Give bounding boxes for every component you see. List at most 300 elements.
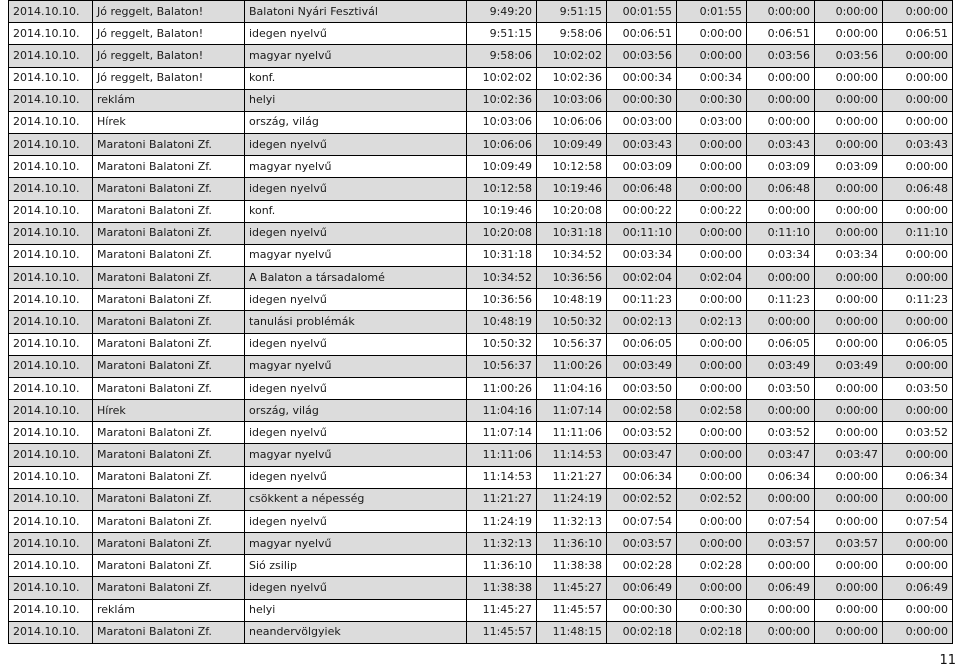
topic-cell: idegen nyelvű (245, 333, 467, 355)
foreign-time-cell: 0:00:00 (883, 555, 953, 577)
foreign-time-cell: 0:11:10 (883, 222, 953, 244)
start-time-cell: 11:14:53 (467, 466, 537, 488)
public-service-time-cell: 0:01:55 (677, 1, 747, 23)
foreign-time-cell: 0:00:00 (883, 311, 953, 333)
language-time-cell: 0:03:50 (747, 377, 815, 399)
duration-cell: 00:03:34 (607, 244, 677, 266)
date-cell: 2014.10.10. (9, 134, 93, 156)
public-service-time-cell: 0:00:00 (677, 377, 747, 399)
topic-cell: idegen nyelvű (245, 23, 467, 45)
date-cell: 2014.10.10. (9, 45, 93, 67)
topic-cell: A Balaton a társadalomé (245, 267, 467, 289)
start-time-cell: 10:03:06 (467, 111, 537, 133)
start-time-cell: 11:36:10 (467, 555, 537, 577)
topic-cell: magyar nyelvű (245, 355, 467, 377)
start-time-cell: 10:48:19 (467, 311, 537, 333)
foreign-time-cell: 0:06:49 (883, 577, 953, 599)
date-cell: 2014.10.10. (9, 621, 93, 643)
start-time-cell: 10:09:49 (467, 156, 537, 178)
language-time-cell: 0:03:43 (747, 134, 815, 156)
start-time-cell: 10:02:36 (467, 89, 537, 111)
topic-cell: magyar nyelvű (245, 444, 467, 466)
hungarian-time-cell: 0:00:00 (815, 333, 883, 355)
duration-cell: 00:03:47 (607, 444, 677, 466)
start-time-cell: 10:19:46 (467, 200, 537, 222)
public-service-time-cell: 0:00:00 (677, 333, 747, 355)
public-service-time-cell: 0:02:52 (677, 488, 747, 510)
duration-cell: 00:02:52 (607, 488, 677, 510)
date-cell: 2014.10.10. (9, 89, 93, 111)
language-time-cell: 0:11:23 (747, 289, 815, 311)
program-cell: Jó reggelt, Balaton! (93, 67, 245, 89)
program-cell: Jó reggelt, Balaton! (93, 23, 245, 45)
foreign-time-cell: 0:00:00 (883, 400, 953, 422)
start-time-cell: 10:06:06 (467, 134, 537, 156)
language-time-cell: 0:03:57 (747, 533, 815, 555)
foreign-time-cell: 0:00:00 (883, 267, 953, 289)
duration-cell: 00:07:54 (607, 510, 677, 532)
table-row (9, 222, 953, 244)
foreign-time-cell: 0:03:43 (883, 134, 953, 156)
table-row (9, 333, 953, 355)
language-time-cell: 0:03:49 (747, 355, 815, 377)
end-time-cell: 10:06:06 (537, 111, 607, 133)
table-row (9, 621, 953, 643)
language-time-cell: 0:00:00 (747, 488, 815, 510)
duration-cell: 00:02:28 (607, 555, 677, 577)
topic-cell: konf. (245, 200, 467, 222)
duration-cell: 00:02:18 (607, 621, 677, 643)
language-time-cell: 0:06:48 (747, 178, 815, 200)
foreign-time-cell: 0:00:00 (883, 111, 953, 133)
end-time-cell: 10:34:52 (537, 244, 607, 266)
foreign-time-cell: 0:07:54 (883, 510, 953, 532)
end-time-cell: 11:36:10 (537, 533, 607, 555)
public-service-time-cell: 0:00:00 (677, 178, 747, 200)
end-time-cell: 10:48:19 (537, 289, 607, 311)
broadcast-log-table (8, 0, 953, 644)
hungarian-time-cell: 0:00:00 (815, 422, 883, 444)
end-time-cell: 11:11:06 (537, 422, 607, 444)
public-service-time-cell: 0:00:30 (677, 599, 747, 621)
duration-cell: 00:06:48 (607, 178, 677, 200)
topic-cell: idegen nyelvű (245, 134, 467, 156)
topic-cell: Sió zsilip (245, 555, 467, 577)
program-cell: Maratoni Balatoni Zf. (93, 488, 245, 510)
language-time-cell: 0:00:00 (747, 267, 815, 289)
date-cell: 2014.10.10. (9, 67, 93, 89)
hungarian-time-cell: 0:00:00 (815, 377, 883, 399)
public-service-time-cell: 0:00:00 (677, 289, 747, 311)
public-service-time-cell: 0:00:00 (677, 444, 747, 466)
hungarian-time-cell: 0:00:00 (815, 555, 883, 577)
table-row (9, 244, 953, 266)
hungarian-time-cell: 0:00:00 (815, 178, 883, 200)
duration-cell: 00:00:22 (607, 200, 677, 222)
duration-cell: 00:06:05 (607, 333, 677, 355)
foreign-time-cell: 0:00:00 (883, 355, 953, 377)
language-time-cell: 0:00:00 (747, 400, 815, 422)
foreign-time-cell: 0:00:00 (883, 89, 953, 111)
foreign-time-cell: 0:00:00 (883, 200, 953, 222)
public-service-time-cell: 0:00:00 (677, 533, 747, 555)
table-row (9, 267, 953, 289)
topic-cell: idegen nyelvű (245, 377, 467, 399)
duration-cell: 00:03:52 (607, 422, 677, 444)
table-row (9, 178, 953, 200)
hungarian-time-cell: 0:03:34 (815, 244, 883, 266)
hungarian-time-cell: 0:03:57 (815, 533, 883, 555)
language-time-cell: 0:00:00 (747, 67, 815, 89)
end-time-cell: 11:32:13 (537, 510, 607, 532)
start-time-cell: 10:34:52 (467, 267, 537, 289)
hungarian-time-cell: 0:00:00 (815, 599, 883, 621)
public-service-time-cell: 0:00:00 (677, 134, 747, 156)
table-row (9, 156, 953, 178)
end-time-cell: 9:58:06 (537, 23, 607, 45)
date-cell: 2014.10.10. (9, 244, 93, 266)
duration-cell: 00:02:58 (607, 400, 677, 422)
program-cell: Maratoni Balatoni Zf. (93, 577, 245, 599)
language-time-cell: 0:03:34 (747, 244, 815, 266)
hungarian-time-cell: 0:03:49 (815, 355, 883, 377)
topic-cell: idegen nyelvű (245, 466, 467, 488)
table-row (9, 200, 953, 222)
topic-cell: idegen nyelvű (245, 422, 467, 444)
program-cell: Maratoni Balatoni Zf. (93, 533, 245, 555)
date-cell: 2014.10.10. (9, 111, 93, 133)
public-service-time-cell: 0:00:00 (677, 355, 747, 377)
duration-cell: 00:00:30 (607, 599, 677, 621)
date-cell: 2014.10.10. (9, 599, 93, 621)
duration-cell: 00:06:51 (607, 23, 677, 45)
topic-cell: Balatoni Nyári Fesztivál (245, 1, 467, 23)
page-number: 11 (939, 653, 956, 668)
date-cell: 2014.10.10. (9, 156, 93, 178)
hungarian-time-cell: 0:00:00 (815, 1, 883, 23)
duration-cell: 00:03:43 (607, 134, 677, 156)
public-service-time-cell: 0:00:00 (677, 222, 747, 244)
topic-cell: idegen nyelvű (245, 222, 467, 244)
language-time-cell: 0:03:56 (747, 45, 815, 67)
program-cell: reklám (93, 89, 245, 111)
hungarian-time-cell: 0:00:00 (815, 621, 883, 643)
topic-cell: ország, világ (245, 111, 467, 133)
public-service-time-cell: 0:00:00 (677, 510, 747, 532)
duration-cell: 00:03:00 (607, 111, 677, 133)
broadcast-log-body (9, 1, 953, 644)
language-time-cell: 0:03:47 (747, 444, 815, 466)
hungarian-time-cell: 0:00:00 (815, 89, 883, 111)
start-time-cell: 11:32:13 (467, 533, 537, 555)
start-time-cell: 10:20:08 (467, 222, 537, 244)
table-row (9, 444, 953, 466)
language-time-cell: 0:03:09 (747, 156, 815, 178)
public-service-time-cell: 0:00:00 (677, 577, 747, 599)
program-cell: reklám (93, 599, 245, 621)
start-time-cell: 11:21:27 (467, 488, 537, 510)
start-time-cell: 10:31:18 (467, 244, 537, 266)
table-row (9, 23, 953, 45)
table-row (9, 599, 953, 621)
foreign-time-cell: 0:06:05 (883, 333, 953, 355)
date-cell: 2014.10.10. (9, 444, 93, 466)
topic-cell: magyar nyelvű (245, 244, 467, 266)
duration-cell: 00:11:23 (607, 289, 677, 311)
date-cell: 2014.10.10. (9, 355, 93, 377)
duration-cell: 00:06:34 (607, 466, 677, 488)
date-cell: 2014.10.10. (9, 377, 93, 399)
hungarian-time-cell: 0:00:00 (815, 111, 883, 133)
end-time-cell: 10:50:32 (537, 311, 607, 333)
hungarian-time-cell: 0:03:09 (815, 156, 883, 178)
table-row (9, 134, 953, 156)
end-time-cell: 11:45:27 (537, 577, 607, 599)
date-cell: 2014.10.10. (9, 422, 93, 444)
language-time-cell: 0:00:00 (747, 311, 815, 333)
hungarian-time-cell: 0:00:00 (815, 577, 883, 599)
table-row (9, 400, 953, 422)
end-time-cell: 10:20:08 (537, 200, 607, 222)
public-service-time-cell: 0:02:28 (677, 555, 747, 577)
hungarian-time-cell: 0:00:00 (815, 400, 883, 422)
program-cell: Maratoni Balatoni Zf. (93, 555, 245, 577)
program-cell: Maratoni Balatoni Zf. (93, 444, 245, 466)
foreign-time-cell: 0:00:00 (883, 444, 953, 466)
foreign-time-cell: 0:06:51 (883, 23, 953, 45)
end-time-cell: 10:02:02 (537, 45, 607, 67)
foreign-time-cell: 0:00:00 (883, 1, 953, 23)
foreign-time-cell: 0:11:23 (883, 289, 953, 311)
foreign-time-cell: 0:00:00 (883, 533, 953, 555)
start-time-cell: 11:45:27 (467, 599, 537, 621)
start-time-cell: 10:36:56 (467, 289, 537, 311)
table-row (9, 422, 953, 444)
program-cell: Maratoni Balatoni Zf. (93, 466, 245, 488)
topic-cell: tanulási problémák (245, 311, 467, 333)
program-cell: Maratoni Balatoni Zf. (93, 377, 245, 399)
duration-cell: 00:02:04 (607, 267, 677, 289)
hungarian-time-cell: 0:00:00 (815, 289, 883, 311)
end-time-cell: 10:02:36 (537, 67, 607, 89)
hungarian-time-cell: 0:00:00 (815, 134, 883, 156)
hungarian-time-cell: 0:00:00 (815, 510, 883, 532)
public-service-time-cell: 0:02:04 (677, 267, 747, 289)
duration-cell: 00:06:49 (607, 577, 677, 599)
table-row (9, 555, 953, 577)
end-time-cell: 10:03:06 (537, 89, 607, 111)
end-time-cell: 11:04:16 (537, 377, 607, 399)
date-cell: 2014.10.10. (9, 488, 93, 510)
date-cell: 2014.10.10. (9, 1, 93, 23)
topic-cell: idegen nyelvű (245, 510, 467, 532)
topic-cell: helyi (245, 89, 467, 111)
duration-cell: 00:00:34 (607, 67, 677, 89)
date-cell: 2014.10.10. (9, 23, 93, 45)
table-row (9, 67, 953, 89)
end-time-cell: 11:38:38 (537, 555, 607, 577)
foreign-time-cell: 0:06:48 (883, 178, 953, 200)
public-service-time-cell: 0:00:34 (677, 67, 747, 89)
table-row (9, 533, 953, 555)
table-row (9, 466, 953, 488)
foreign-time-cell: 0:00:00 (883, 45, 953, 67)
start-time-cell: 10:12:58 (467, 178, 537, 200)
end-time-cell: 11:24:19 (537, 488, 607, 510)
start-time-cell: 9:49:20 (467, 1, 537, 23)
public-service-time-cell: 0:00:00 (677, 45, 747, 67)
hungarian-time-cell: 0:00:00 (815, 267, 883, 289)
date-cell: 2014.10.10. (9, 333, 93, 355)
hungarian-time-cell: 0:00:00 (815, 311, 883, 333)
start-time-cell: 11:11:06 (467, 444, 537, 466)
table-row (9, 355, 953, 377)
language-time-cell: 0:06:05 (747, 333, 815, 355)
program-cell: Jó reggelt, Balaton! (93, 1, 245, 23)
date-cell: 2014.10.10. (9, 311, 93, 333)
duration-cell: 00:03:50 (607, 377, 677, 399)
topic-cell: idegen nyelvű (245, 178, 467, 200)
public-service-time-cell: 0:00:00 (677, 244, 747, 266)
date-cell: 2014.10.10. (9, 400, 93, 422)
hungarian-time-cell: 0:00:00 (815, 200, 883, 222)
date-cell: 2014.10.10. (9, 510, 93, 532)
date-cell: 2014.10.10. (9, 178, 93, 200)
program-cell: Maratoni Balatoni Zf. (93, 200, 245, 222)
end-time-cell: 11:14:53 (537, 444, 607, 466)
public-service-time-cell: 0:02:58 (677, 400, 747, 422)
end-time-cell: 11:45:57 (537, 599, 607, 621)
duration-cell: 00:03:56 (607, 45, 677, 67)
table-row (9, 1, 953, 23)
language-time-cell: 0:06:51 (747, 23, 815, 45)
date-cell: 2014.10.10. (9, 267, 93, 289)
end-time-cell: 10:36:56 (537, 267, 607, 289)
date-cell: 2014.10.10. (9, 555, 93, 577)
topic-cell: ország, világ (245, 400, 467, 422)
foreign-time-cell: 0:00:00 (883, 621, 953, 643)
topic-cell: csökkent a népesség (245, 488, 467, 510)
end-time-cell: 10:12:58 (537, 156, 607, 178)
language-time-cell: 0:06:34 (747, 466, 815, 488)
table-row (9, 111, 953, 133)
table-row (9, 89, 953, 111)
duration-cell: 00:11:10 (607, 222, 677, 244)
hungarian-time-cell: 0:03:56 (815, 45, 883, 67)
program-cell: Maratoni Balatoni Zf. (93, 134, 245, 156)
date-cell: 2014.10.10. (9, 222, 93, 244)
hungarian-time-cell: 0:00:00 (815, 67, 883, 89)
language-time-cell: 0:00:00 (747, 621, 815, 643)
public-service-time-cell: 0:00:30 (677, 89, 747, 111)
program-cell: Jó reggelt, Balaton! (93, 45, 245, 67)
table-row (9, 510, 953, 532)
program-cell: Maratoni Balatoni Zf. (93, 621, 245, 643)
topic-cell: konf. (245, 67, 467, 89)
end-time-cell: 9:51:15 (537, 1, 607, 23)
date-cell: 2014.10.10. (9, 289, 93, 311)
table-row (9, 488, 953, 510)
language-time-cell: 0:03:52 (747, 422, 815, 444)
foreign-time-cell: 0:03:50 (883, 377, 953, 399)
foreign-time-cell: 0:00:00 (883, 599, 953, 621)
foreign-time-cell: 0:06:34 (883, 466, 953, 488)
start-time-cell: 10:50:32 (467, 333, 537, 355)
topic-cell: magyar nyelvű (245, 156, 467, 178)
public-service-time-cell: 0:00:00 (677, 466, 747, 488)
date-cell: 2014.10.10. (9, 533, 93, 555)
table-row (9, 577, 953, 599)
duration-cell: 00:03:09 (607, 156, 677, 178)
public-service-time-cell: 0:00:00 (677, 422, 747, 444)
language-time-cell: 0:00:00 (747, 111, 815, 133)
end-time-cell: 11:21:27 (537, 466, 607, 488)
language-time-cell: 0:00:00 (747, 555, 815, 577)
table-row (9, 377, 953, 399)
language-time-cell: 0:00:00 (747, 89, 815, 111)
table-row (9, 311, 953, 333)
topic-cell: magyar nyelvű (245, 45, 467, 67)
date-cell: 2014.10.10. (9, 577, 93, 599)
end-time-cell: 11:48:15 (537, 621, 607, 643)
hungarian-time-cell: 0:00:00 (815, 23, 883, 45)
end-time-cell: 11:00:26 (537, 355, 607, 377)
start-time-cell: 11:00:26 (467, 377, 537, 399)
start-time-cell: 11:24:19 (467, 510, 537, 532)
program-cell: Maratoni Balatoni Zf. (93, 311, 245, 333)
start-time-cell: 11:07:14 (467, 422, 537, 444)
program-cell: Maratoni Balatoni Zf. (93, 222, 245, 244)
duration-cell: 00:01:55 (607, 1, 677, 23)
end-time-cell: 10:19:46 (537, 178, 607, 200)
start-time-cell: 11:04:16 (467, 400, 537, 422)
hungarian-time-cell: 0:00:00 (815, 466, 883, 488)
foreign-time-cell: 0:00:00 (883, 67, 953, 89)
date-cell: 2014.10.10. (9, 200, 93, 222)
program-cell: Maratoni Balatoni Zf. (93, 178, 245, 200)
start-time-cell: 10:56:37 (467, 355, 537, 377)
start-time-cell: 10:02:02 (467, 67, 537, 89)
start-time-cell: 9:58:06 (467, 45, 537, 67)
program-cell: Maratoni Balatoni Zf. (93, 156, 245, 178)
public-service-time-cell: 0:02:13 (677, 311, 747, 333)
topic-cell: idegen nyelvű (245, 577, 467, 599)
end-time-cell: 10:56:37 (537, 333, 607, 355)
end-time-cell: 10:31:18 (537, 222, 607, 244)
language-time-cell: 0:00:00 (747, 200, 815, 222)
language-time-cell: 0:11:10 (747, 222, 815, 244)
duration-cell: 00:02:13 (607, 311, 677, 333)
program-cell: Hírek (93, 111, 245, 133)
program-cell: Maratoni Balatoni Zf. (93, 289, 245, 311)
topic-cell: magyar nyelvű (245, 533, 467, 555)
program-cell: Maratoni Balatoni Zf. (93, 333, 245, 355)
table-row (9, 289, 953, 311)
program-cell: Maratoni Balatoni Zf. (93, 267, 245, 289)
topic-cell: helyi (245, 599, 467, 621)
public-service-time-cell: 0:00:00 (677, 23, 747, 45)
language-time-cell: 0:00:00 (747, 599, 815, 621)
foreign-time-cell: 0:00:00 (883, 244, 953, 266)
hungarian-time-cell: 0:03:47 (815, 444, 883, 466)
public-service-time-cell: 0:00:22 (677, 200, 747, 222)
program-cell: Maratoni Balatoni Zf. (93, 244, 245, 266)
program-cell: Maratoni Balatoni Zf. (93, 422, 245, 444)
end-time-cell: 10:09:49 (537, 134, 607, 156)
duration-cell: 00:03:49 (607, 355, 677, 377)
topic-cell: idegen nyelvű (245, 289, 467, 311)
duration-cell: 00:00:30 (607, 89, 677, 111)
